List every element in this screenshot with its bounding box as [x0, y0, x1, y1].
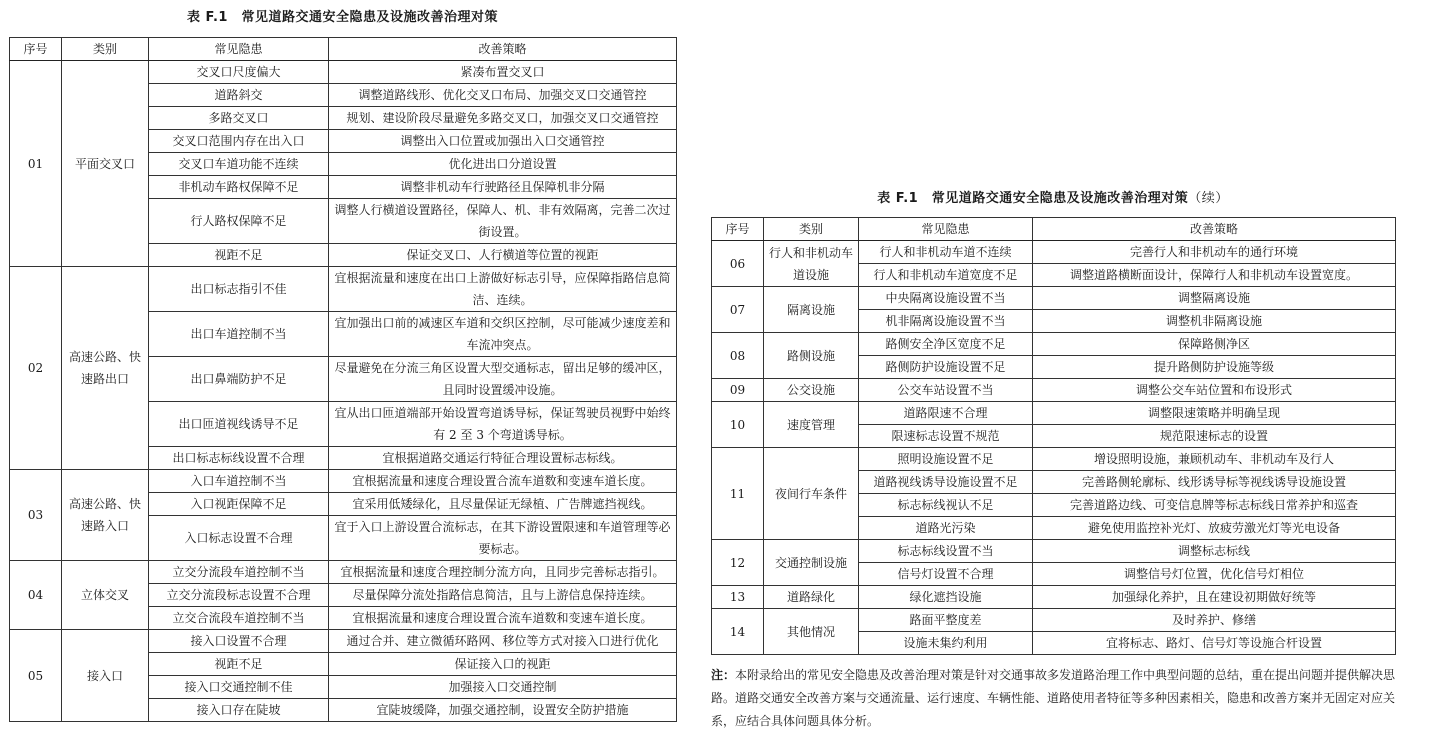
table-row — [712, 586, 1396, 609]
hazard-cell: 视距不足 — [149, 244, 329, 267]
strategy-cell: 宜根据流量和速度合理控制分流方向，且同步完善标志指引。 — [329, 561, 677, 584]
strategy-cell: 增设照明设施，兼顾机动车、非机动车及行人 — [1033, 448, 1396, 471]
table-row — [10, 561, 677, 584]
group-number: 01 — [10, 61, 62, 267]
hazard-cell: 出口匝道视线诱导不足 — [149, 402, 329, 447]
strategy-cell: 调整道路线形、优化交叉口布局、加强交叉口交通管控 — [329, 84, 677, 107]
strategy-cell: 调整限速策略并明确呈现 — [1033, 402, 1396, 425]
group-category: 交通控制设施 — [764, 540, 859, 586]
strategy-cell: 宜根据流量和速度在出口上游做好标志引导，应保障指路信息简洁、连续。 — [329, 267, 677, 312]
table-header-row — [712, 218, 1396, 241]
table-row — [712, 402, 1396, 425]
hazard-table-part1 — [9, 37, 677, 722]
group-category: 隔离设施 — [764, 287, 859, 333]
table-row — [712, 241, 1396, 264]
strategy-cell: 规划、建设阶段尽量避免多路交叉口，加强交叉口交通管控 — [329, 107, 677, 130]
hazard-cell: 道路限速不合理 — [859, 402, 1033, 425]
strategy-cell: 调整出入口位置或加强出入口交通管控 — [329, 130, 677, 153]
hazard-cell: 信号灯设置不合理 — [859, 563, 1033, 586]
hazard-cell: 绿化遮挡设施 — [859, 586, 1033, 609]
group-number: 10 — [712, 402, 764, 448]
hazard-cell: 接入口交通控制不佳 — [149, 676, 329, 699]
table-row — [712, 379, 1396, 402]
group-number: 09 — [712, 379, 764, 402]
strategy-cell: 提升路侧防护设施等级 — [1033, 356, 1396, 379]
group-number: 14 — [712, 609, 764, 655]
strategy-cell: 调整非机动车行驶路径且保障机非分隔 — [329, 176, 677, 199]
strategy-cell: 优化进出口分道设置 — [329, 153, 677, 176]
strategy-cell: 完善道路边线、可变信息牌等标志标线日常养护和巡查 — [1033, 494, 1396, 517]
hazard-table-part2 — [711, 217, 1396, 655]
table-row — [712, 333, 1396, 356]
hazard-cell: 行人和非机动车道不连续 — [859, 241, 1033, 264]
hazard-cell: 机非隔离设施设置不当 — [859, 310, 1033, 333]
strategy-cell: 规范限速标志的设置 — [1033, 425, 1396, 448]
hazard-cell: 入口视距保障不足 — [149, 493, 329, 516]
strategy-cell: 保证接入口的视距 — [329, 653, 677, 676]
group-category: 夜间行车条件 — [764, 448, 859, 540]
group-category: 行人和非机动车道设施 — [764, 241, 859, 287]
hazard-cell: 道路视线诱导设施设置不足 — [859, 471, 1033, 494]
hazard-cell: 出口车道控制不当 — [149, 312, 329, 357]
group-number: 02 — [10, 267, 62, 470]
strategy-cell: 调整公交车站位置和布设形式 — [1033, 379, 1396, 402]
group-number: 13 — [712, 586, 764, 609]
table-row — [712, 287, 1396, 310]
strategy-cell: 避免使用监控补光灯、放疲劳激光灯等光电设备 — [1033, 517, 1396, 540]
table-row — [10, 470, 677, 493]
strategy-cell: 加强接入口交通控制 — [329, 676, 677, 699]
hazard-cell: 交叉口车道功能不连续 — [149, 153, 329, 176]
strategy-cell: 尽量避免在分流三角区设置大型交通标志，留出足够的缓冲区，且同时设置缓冲设施。 — [329, 357, 677, 402]
table-row — [10, 267, 677, 312]
group-category: 速度管理 — [764, 402, 859, 448]
strategy-cell: 调整人行横道设置路径，保障人、机、非有效隔离，完善二次过街设置。 — [329, 199, 677, 244]
strategy-cell: 调整标志标线 — [1033, 540, 1396, 563]
strategy-cell: 宜陡坡缓降，加强交通控制，设置安全防护措施 — [329, 699, 677, 722]
strategy-cell: 紧凑布置交叉口 — [329, 61, 677, 84]
hazard-cell: 入口车道控制不当 — [149, 470, 329, 493]
hazard-cell: 立交合流段车道控制不当 — [149, 607, 329, 630]
table-row — [712, 448, 1396, 471]
strategy-cell: 宜从出口匝道端部开始设置弯道诱导标，保证驾驶员视野中始终有 2 至 3 个弯道诱导标。 — [329, 402, 677, 447]
strategy-cell: 宜采用低矮绿化，且尽量保证无绿植、广告牌遮挡视线。 — [329, 493, 677, 516]
table-row — [10, 61, 677, 84]
group-number: 05 — [10, 630, 62, 722]
group-number: 11 — [712, 448, 764, 540]
hazard-cell: 限速标志设置不规范 — [859, 425, 1033, 448]
table2-title-suffix: （续） — [1188, 191, 1229, 206]
hazard-cell: 道路光污染 — [859, 517, 1033, 540]
group-category: 接入口 — [62, 630, 149, 722]
group-number: 04 — [10, 561, 62, 630]
strategy-cell: 加强绿化养护，且在建设初期做好统等 — [1033, 586, 1396, 609]
hazard-cell: 中央隔离设施设置不当 — [859, 287, 1033, 310]
strategy-cell: 宜根据流量和速度合理设置合流车道数和变速车道长度。 — [329, 470, 677, 493]
hazard-cell: 多路交叉口 — [149, 107, 329, 130]
hazard-cell: 行人和非机动车道宽度不足 — [859, 264, 1033, 287]
col-header-strategy: 改善策略 — [329, 38, 677, 61]
group-category: 高速公路、快速路出口 — [62, 267, 149, 470]
strategy-cell: 及时养护、修缮 — [1033, 609, 1396, 632]
col-header-category: 类别 — [764, 218, 859, 241]
strategy-cell: 保证交叉口、人行横道等位置的视距 — [329, 244, 677, 267]
hazard-cell: 接入口存在陡坡 — [149, 699, 329, 722]
strategy-cell: 完善路侧轮廓标、线形诱导标等视线诱导设施设置 — [1033, 471, 1396, 494]
hazard-cell: 出口鼻端防护不足 — [149, 357, 329, 402]
hazard-cell: 非机动车路权保障不足 — [149, 176, 329, 199]
hazard-cell: 交叉口范围内存在出入口 — [149, 130, 329, 153]
col-header-hazard: 常见隐患 — [859, 218, 1033, 241]
group-number: 06 — [712, 241, 764, 287]
hazard-cell: 路侧防护设施设置不足 — [859, 356, 1033, 379]
strategy-cell: 调整信号灯位置，优化信号灯相位 — [1033, 563, 1396, 586]
hazard-cell: 公交车站设置不当 — [859, 379, 1033, 402]
hazard-cell: 入口标志设置不合理 — [149, 516, 329, 561]
hazard-cell: 行人路权保障不足 — [149, 199, 329, 244]
col-header-no: 序号 — [10, 38, 62, 61]
col-header-hazard: 常见隐患 — [149, 38, 329, 61]
col-header-strategy: 改善策略 — [1033, 218, 1396, 241]
strategy-cell: 完善行人和非机动车的通行环境 — [1033, 241, 1396, 264]
strategy-cell: 尽量保障分流处指路信息简洁，且与上游信息保持连续。 — [329, 584, 677, 607]
group-category: 立体交叉 — [62, 561, 149, 630]
table-header-row — [10, 38, 677, 61]
hazard-cell: 路面平整度差 — [859, 609, 1033, 632]
col-header-no: 序号 — [712, 218, 764, 241]
table-row — [712, 609, 1396, 632]
footnote-text: 本附录给出的常见安全隐患及改善治理对策是针对交通事故多发道路治理工作中典型问题的总结，重在提出问题并提供解决思路。道路交通安全改善方案与交通流量、运行速度、车辆性能、道路使用者特征等多种因素相关，隐患和改善方案并无固定对应关系，应结合具体问题具体分析。 — [711, 668, 1396, 728]
hazard-cell: 照明设施设置不足 — [859, 448, 1033, 471]
strategy-cell: 保障路侧净区 — [1033, 333, 1396, 356]
hazard-cell: 交叉口尺度偏大 — [149, 61, 329, 84]
strategy-cell: 调整机非隔离设施 — [1033, 310, 1396, 333]
strategy-cell: 宜根据道路交通运行特征合理设置标志标线。 — [329, 447, 677, 470]
strategy-cell: 宜于入口上游设置合流标志，在其下游设置限速和车道管理等必要标志。 — [329, 516, 677, 561]
table-row — [10, 630, 677, 653]
hazard-cell: 路侧安全净区宽度不足 — [859, 333, 1033, 356]
hazard-cell: 视距不足 — [149, 653, 329, 676]
hazard-cell: 标志标线设置不当 — [859, 540, 1033, 563]
strategy-cell: 宜加强出口前的减速区车道和交织区控制，尽可能减少速度差和车流冲突点。 — [329, 312, 677, 357]
table2-title: 表 F.1 常见道路交通安全隐患及设施改善治理对策（续） — [877, 191, 1229, 206]
group-category: 道路绿化 — [764, 586, 859, 609]
hazard-cell: 接入口设置不合理 — [149, 630, 329, 653]
strategy-cell: 通过合并、建立微循环路网、移位等方式对接入口进行优化 — [329, 630, 677, 653]
strategy-cell: 宜将标志、路灯、信号灯等设施合杆设置 — [1033, 632, 1396, 655]
hazard-cell: 道路斜交 — [149, 84, 329, 107]
group-category: 公交设施 — [764, 379, 859, 402]
col-header-category: 类别 — [62, 38, 149, 61]
strategy-cell: 调整隔离设施 — [1033, 287, 1396, 310]
group-category: 平面交叉口 — [62, 61, 149, 267]
group-number: 03 — [10, 470, 62, 561]
strategy-cell: 调整道路横断面设计，保障行人和非机动车设置宽度。 — [1033, 264, 1396, 287]
hazard-cell: 立交分流段车道控制不当 — [149, 561, 329, 584]
group-number: 12 — [712, 540, 764, 586]
group-number: 07 — [712, 287, 764, 333]
hazard-cell: 设施未集约利用 — [859, 632, 1033, 655]
hazard-cell: 立交分流段标志设置不合理 — [149, 584, 329, 607]
group-category: 其他情况 — [764, 609, 859, 655]
hazard-cell: 标志标线视认不足 — [859, 494, 1033, 517]
group-category: 路侧设施 — [764, 333, 859, 379]
table1-title: 表 F.1 常见道路交通安全隐患及设施改善治理对策 — [187, 10, 498, 25]
group-number: 08 — [712, 333, 764, 379]
hazard-cell: 出口标志指引不佳 — [149, 267, 329, 312]
strategy-cell: 宜根据流量和速度合理设置合流车道数和变速车道长度。 — [329, 607, 677, 630]
footnote — [711, 664, 1397, 733]
hazard-cell: 出口标志标线设置不合理 — [149, 447, 329, 470]
group-category: 高速公路、快速路入口 — [62, 470, 149, 561]
table-row — [712, 540, 1396, 563]
footnote-label: 注： — [711, 668, 736, 682]
